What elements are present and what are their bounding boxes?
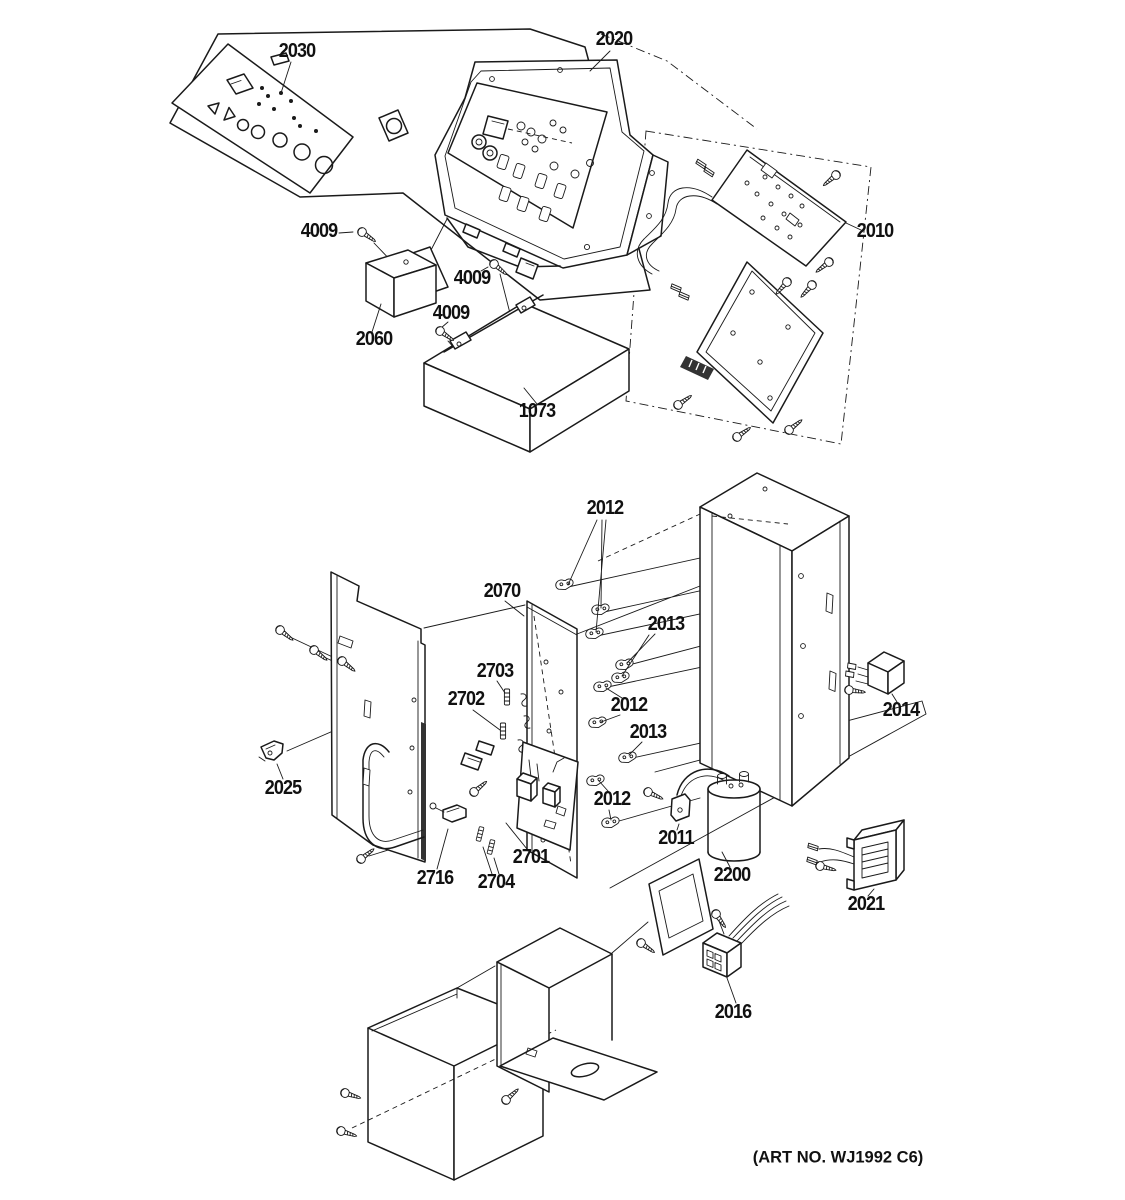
part-label-2701: 2701 xyxy=(512,846,550,869)
part-label-2012: 2012 xyxy=(586,497,624,520)
part-label-2016: 2016 xyxy=(714,1001,752,1024)
part-label-2013: 2013 xyxy=(647,613,685,636)
part-label-2013: 2013 xyxy=(629,721,667,744)
part-label-4009: 4009 xyxy=(432,302,470,325)
part-label-2060: 2060 xyxy=(355,328,393,351)
part-label-4009: 4009 xyxy=(300,220,338,243)
part-label-2011: 2011 xyxy=(658,827,694,850)
part-label-2030: 2030 xyxy=(278,40,316,63)
art-number: (ART NO. WJ1992 C6) xyxy=(752,1148,924,1167)
part-label-2716: 2716 xyxy=(416,867,454,890)
part-label-2012: 2012 xyxy=(610,694,648,717)
part-label-2703: 2703 xyxy=(476,660,514,683)
part-label-2020: 2020 xyxy=(595,28,633,51)
part-label-2010: 2010 xyxy=(856,220,894,243)
part-label-2025: 2025 xyxy=(264,777,302,800)
part-label-2200: 2200 xyxy=(713,864,751,887)
part-label-4009: 4009 xyxy=(453,267,491,290)
part-label-2012: 2012 xyxy=(593,788,631,811)
part-label-2070: 2070 xyxy=(483,580,521,603)
part-label-1073: 1073 xyxy=(518,400,556,423)
part-label-2704: 2704 xyxy=(477,871,515,894)
part-label-2014: 2014 xyxy=(882,699,920,722)
part-label-2021: 2021 xyxy=(847,893,885,916)
part-label-2702: 2702 xyxy=(447,688,485,711)
